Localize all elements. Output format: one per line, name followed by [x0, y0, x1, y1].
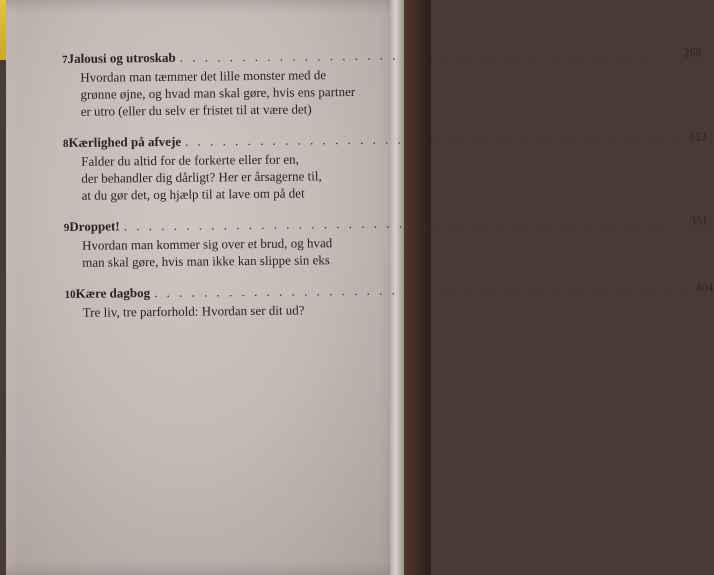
- chapter-description: [63, 150, 392, 204]
- toc-entry-heading: [62, 128, 707, 153]
- description-line: er utro (eller du selv er fristet til at være det): [80, 101, 312, 119]
- description-line: man skal gøre, hvis man ikke kan slippe sin eks: [82, 252, 330, 270]
- toc-entry-heading: [62, 44, 702, 69]
- chapter-title: Kære dagbog: [75, 285, 151, 301]
- description-line: der behandler dig dårligt? Her er årsagerne til,: [81, 168, 322, 186]
- table-of-contents: [62, 44, 714, 335]
- toc-entry: [62, 128, 707, 204]
- dot-leader: . . . . . . . . . . . . . . . . . . . . . . . . . . . . . . . . . . . . . . . .: [179, 44, 674, 65]
- chapter-number: 8: [62, 137, 69, 150]
- chapter-description: [64, 234, 392, 271]
- description-line: Falder du altid for de forkerte eller for en,: [81, 151, 299, 169]
- page-number: 404: [695, 280, 714, 295]
- toc-entry-heading: [63, 212, 708, 237]
- dot-leader: . . . . . . . . . . . . . . . . . . . . . . . . . . . . . . . . . . . . . . . . . . .: [153, 279, 686, 301]
- toc-entry-heading: [64, 279, 714, 304]
- page-number: 313: [688, 129, 707, 144]
- chapter-description: [65, 301, 393, 321]
- dot-leader: . . . . . . . . . . . . . . . . . . . . . . . . . . . . . . . . . . . . . . . .: [185, 128, 679, 149]
- page-number: 269: [683, 45, 702, 60]
- description-line: at du gør det, og hjælp til at lave om på det: [81, 185, 305, 203]
- chapter-title: Jalousi og utroskab: [67, 49, 176, 66]
- description-line: Hvordan man tæmmer det lille monster med de: [80, 67, 327, 85]
- description-line: grønne øjne, og hvad man skal gøre, hvis ens partner: [80, 83, 356, 102]
- chapter-number: 9: [63, 221, 70, 234]
- chapter-number: 7: [62, 53, 68, 66]
- toc-entry: [63, 212, 708, 271]
- description-line: Hvordan man kommer sig over et brud, og hvad: [81, 235, 333, 253]
- chapter-description: [62, 66, 391, 120]
- chapter-title: Droppet!: [69, 218, 120, 234]
- toc-entry: [62, 44, 702, 120]
- chapter-title: Kærlighed på afveje: [68, 133, 182, 150]
- dot-leader: . . . . . . . . . . . . . . . . . . . . . . . . . . . . . . . . . . . . . . . . . . . . .: [123, 212, 680, 234]
- description-line: Tre liv, tre parforhold: Hvordan ser dit ud?: [82, 302, 305, 320]
- page-number: 351: [689, 213, 708, 228]
- toc-entry: [64, 279, 714, 321]
- chapter-number: 10: [64, 288, 76, 301]
